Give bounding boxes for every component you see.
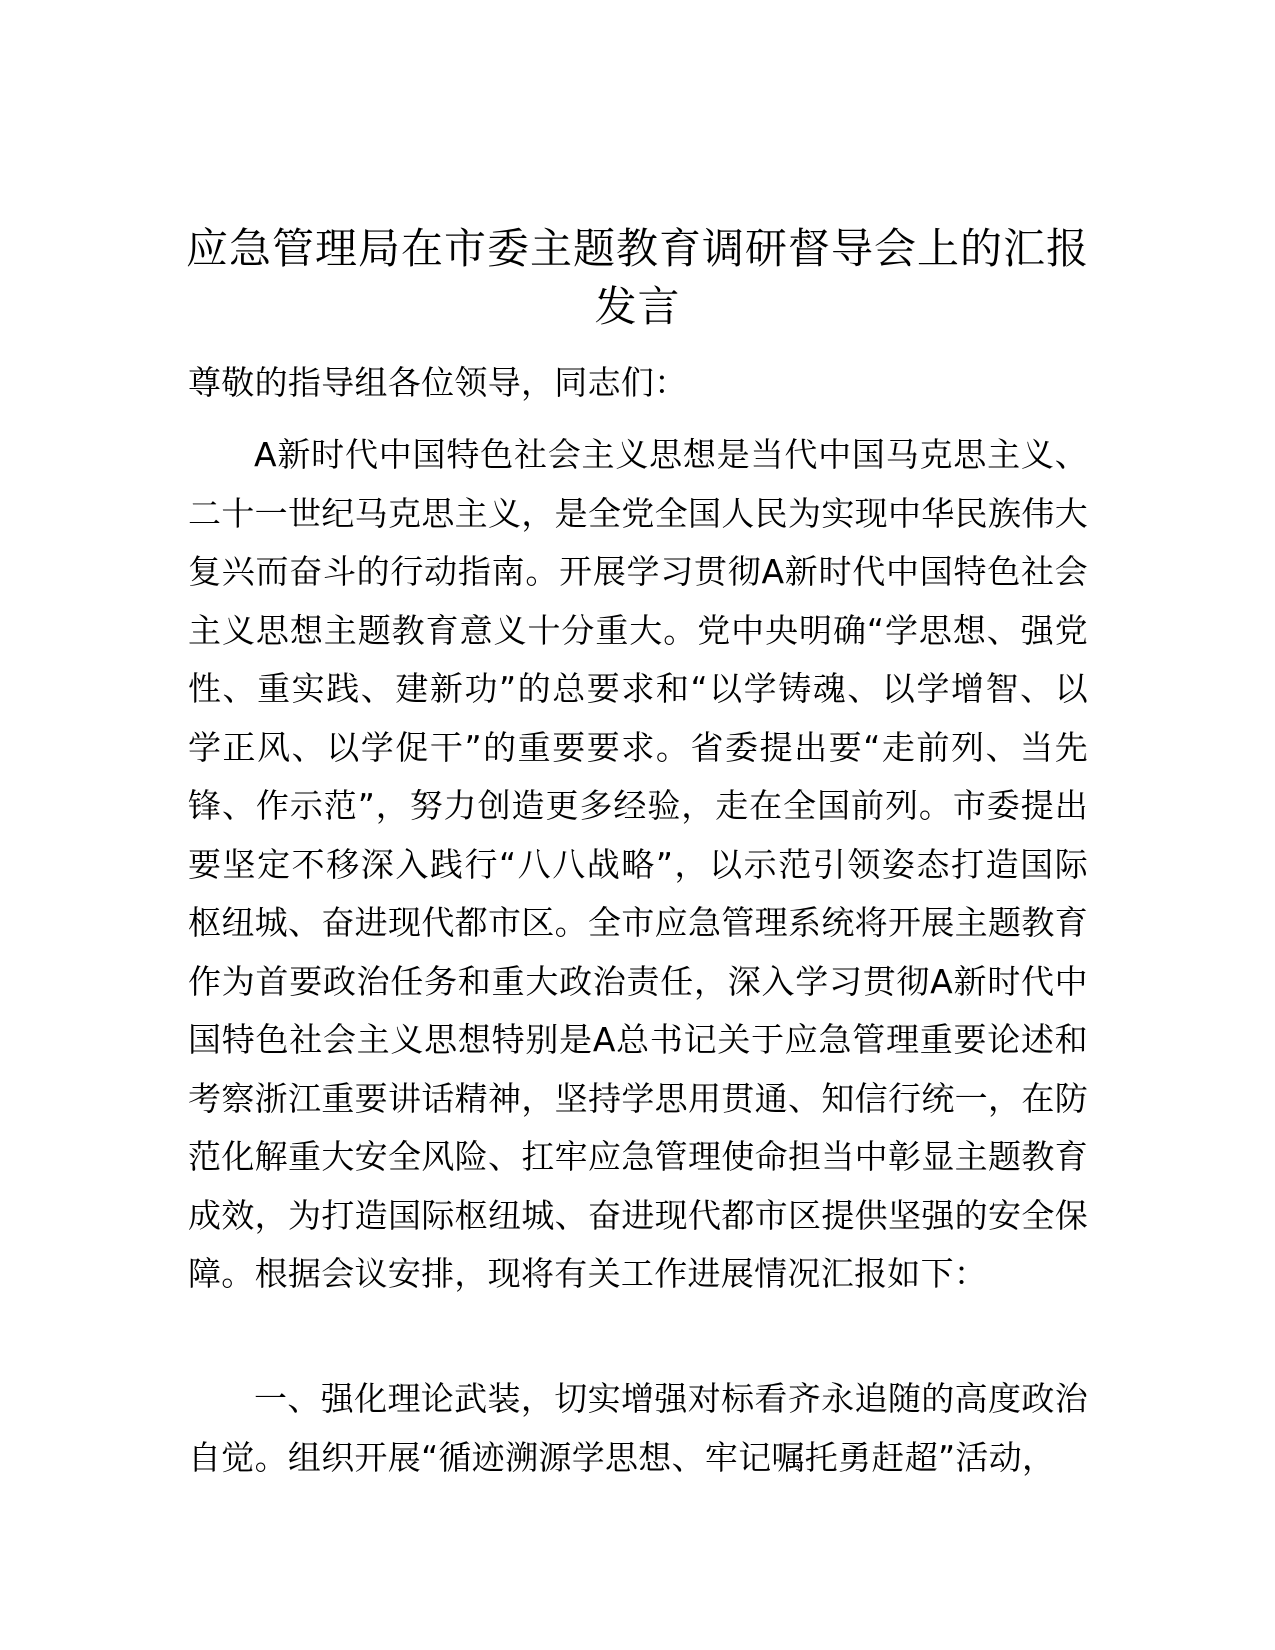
paragraph-intro: A新时代中国特色社会主义思想是当代中国马克思主义、二十一世纪马克思主义，是全党全国人民为实现中华民族伟大复兴而奋斗的行动指南。开展学习贯彻A新时代中国特色社会主义思想主题教育意义十分重大。党中央明确“学思想、强党性、重实践、建新功”的总要求和“以学铸魂、以学增智、以学正风、以学促干”的重要要求。省委提出要“走前列、当先锋、作示范”，努力创造更多经验，走在全国前列。市委提出要坚定不移深入践行“八八战略”，以示范引领姿态打造国际枢纽城、奋进现代都市区。全市应急管理系统将开展主题教育作为首要政治任务和重大政治责任，深入学习贯彻A新时代中国特色社会主义思想特别是A总书记关于应急管理重要论述和考察浙江重要讲话精神，坚持学思用贯通、知信行统一，在防范化解重大安全风险、扛牢应急管理使命担当中彰显主题教育成效，为打造国际枢纽城、奋进现代都市区提供坚强的安全保障。根据会议安排，现将有关工作进展情况汇报如下： [188, 435, 1088, 1293]
salutation: 尊敬的指导组各位领导，同志们： [188, 363, 688, 402]
document-title: 应急管理局在市委主题教育调研督导会上的汇报发言 [185, 224, 1089, 331]
paragraph-section-one: 一、强化理论武装，切实增强对标看齐永追随的高度政治自觉。组织开展“循迹溯源学思想、牢记嘱托勇赶超”活动， [188, 1379, 1088, 1477]
